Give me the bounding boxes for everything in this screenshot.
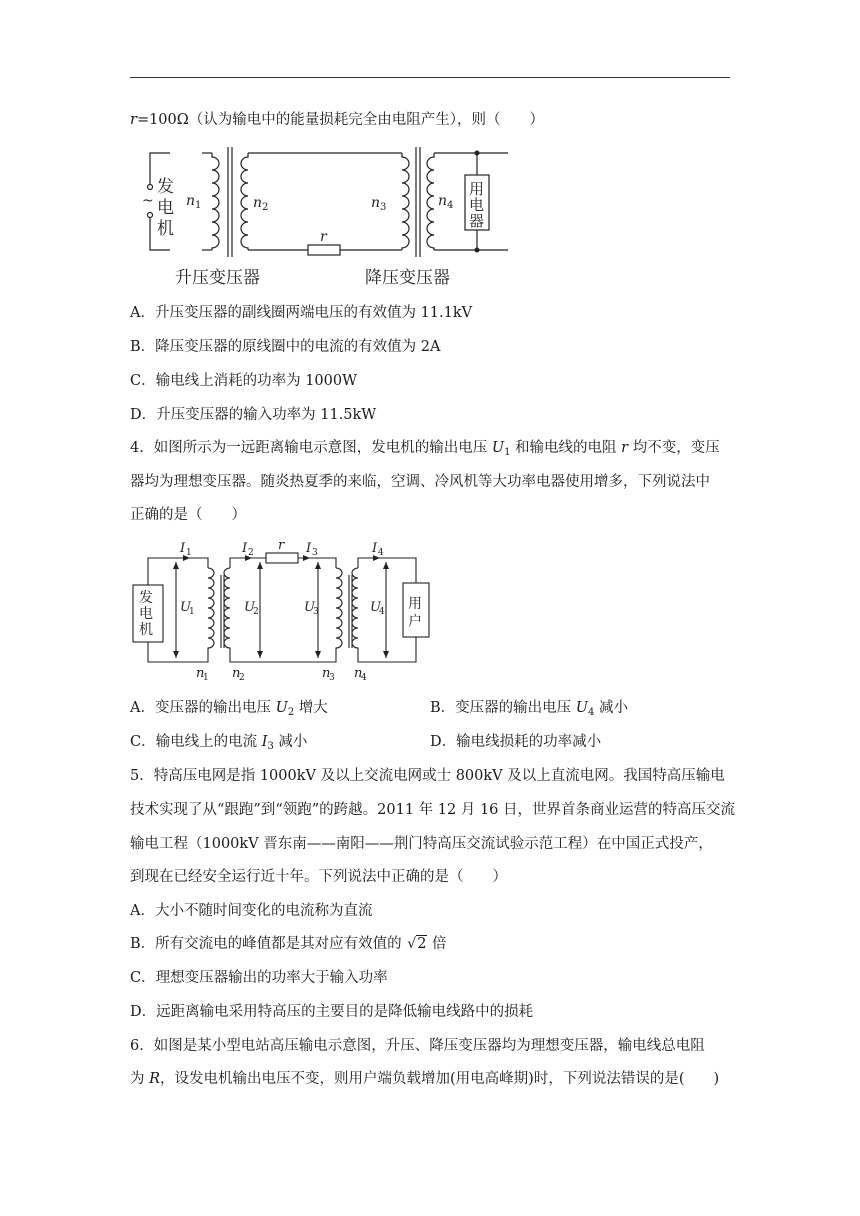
svg-text:4: 4 <box>378 548 384 558</box>
step-up-label: 升压变压器 <box>175 268 260 288</box>
svg-text:U: U <box>370 600 381 615</box>
q4-stem-line2: 器均为理想变压器。随炎热夏季的来临，空调、冷风机等大功率电器使用增多，下列说法中 <box>130 474 710 490</box>
q5-stem-line4: 到现在已经安全运行近十年。下列说法中正确的是（ ） <box>130 869 507 885</box>
q5-option-d: D．远距离输电采用特高压的主要目的是降低输电线路中的损耗 <box>130 1004 534 1020</box>
q3-option-a: A．升压变压器的副线圈两端电压的有效值为 11.1kV <box>130 305 473 321</box>
svg-text:4: 4 <box>379 607 385 617</box>
svg-text:户: 户 <box>408 614 422 630</box>
svg-text:发: 发 <box>157 177 174 197</box>
ac-source-tilde: ~ <box>142 193 154 209</box>
svg-text:n: n <box>186 193 196 209</box>
svg-text:发: 发 <box>139 590 153 606</box>
svg-text:电: 电 <box>139 606 153 622</box>
q6-stem-line1: 6．如图是某小型电站高压输电示意图，升压、降压变压器均为理想变压器，输电线总电阻 <box>130 1038 705 1054</box>
step-down-label: 降压变压器 <box>365 268 450 288</box>
svg-text:2: 2 <box>248 548 254 558</box>
svg-text:n: n <box>253 195 263 211</box>
svg-text:4: 4 <box>447 200 454 211</box>
q5-stem-line2: 技术实现了从“跟跑”到“领跑”的跨越。2011 年 12 月 16 日，世界首条商业运营的特高压交流 <box>130 802 735 818</box>
svg-text:n: n <box>354 666 363 681</box>
svg-text:U: U <box>244 600 255 615</box>
svg-text:电: 电 <box>157 198 174 218</box>
svg-text:3: 3 <box>313 607 319 617</box>
q3-option-c: C．输电线上消耗的功率为 1000W <box>130 373 358 389</box>
svg-text:用: 用 <box>408 596 422 612</box>
svg-text:n: n <box>371 195 381 211</box>
q4-option-b: B．变压器的输出电压 $U_4$ 减小 <box>430 700 628 718</box>
sqrt-two: √2 <box>407 936 427 952</box>
q4-stem-line1: 4．如图所示为一远距离输电示意图，发电机的输出电压 $U_1$ 和输电线的电阻 r 均不变，变压 <box>130 440 720 458</box>
q4-stem-line3: 正确的是（ ） <box>130 507 246 523</box>
svg-text:3: 3 <box>329 673 335 682</box>
q3-option-b: B．降压变压器的原线圈中的电流的有效值为 2A <box>130 339 441 355</box>
q5-stem-line3: 输电工程（1000kV 晋东南——南阳——荆门特高压交流试验示范工程）在中国正式投产， <box>130 836 713 852</box>
svg-text:电: 电 <box>469 196 485 214</box>
svg-text:n: n <box>232 666 241 681</box>
header-rule <box>130 77 730 78</box>
svg-text:机: 机 <box>139 622 153 638</box>
svg-text:n: n <box>438 193 448 209</box>
svg-text:r: r <box>320 229 327 245</box>
svg-text:2: 2 <box>253 607 259 617</box>
q3-stem: r=100Ω（认为输电中的能量损耗完全由电阻产生），则（ ） <box>130 112 545 128</box>
q4-option-d: D．输电线损耗的功率减小 <box>430 734 602 750</box>
svg-text:2: 2 <box>262 202 269 213</box>
svg-text:U: U <box>304 600 315 615</box>
q6-stem-line2: 为 R，设发电机输出电压不变，则用户端负载增加(用电高峰期)时，下列说法错误的是( ) <box>130 1071 720 1087</box>
q5-option-b: B．所有交流电的峰值都是其对应有效值的 √2 倍 <box>130 936 447 952</box>
q5-option-a: A．大小不随时间变化的电流称为直流 <box>130 903 373 919</box>
svg-text:I: I <box>372 541 378 556</box>
svg-text:I: I <box>242 541 248 556</box>
svg-text:3: 3 <box>380 202 387 213</box>
svg-text:2: 2 <box>239 673 245 682</box>
q5-stem-line1: 5．特高压电网是指 1000kV 及以上交流电网或士 800kV 及以上直流电网。我国特高压输电 <box>130 768 725 784</box>
svg-text:U: U <box>180 600 191 615</box>
svg-text:n: n <box>322 666 331 681</box>
svg-text:1: 1 <box>186 548 192 558</box>
svg-text:r: r <box>278 540 285 553</box>
svg-text:用: 用 <box>469 180 485 198</box>
svg-text:I: I <box>306 541 312 556</box>
q5-option-c: C．理想变压器输出的功率大于输入功率 <box>130 970 388 986</box>
svg-text:1: 1 <box>195 200 202 211</box>
q4-option-a: A．变压器的输出电压 $U_2$ 增大 <box>130 700 328 718</box>
svg-text:n: n <box>196 666 205 681</box>
svg-text:1: 1 <box>203 673 209 682</box>
svg-text:4: 4 <box>361 673 367 682</box>
svg-text:机: 机 <box>157 219 174 239</box>
svg-text:I: I <box>180 541 186 556</box>
svg-text:3: 3 <box>312 548 318 558</box>
svg-text:1: 1 <box>189 607 195 617</box>
q4-transmission-diagram <box>128 540 448 682</box>
q3-transformer-diagram <box>140 145 520 290</box>
q3-option-d: D．升压变压器的输入功率为 11.5kW <box>130 407 377 423</box>
q4-option-c: C．输电线上的电流 $I_3$ 减小 <box>130 734 308 752</box>
svg-text:器: 器 <box>469 212 485 230</box>
